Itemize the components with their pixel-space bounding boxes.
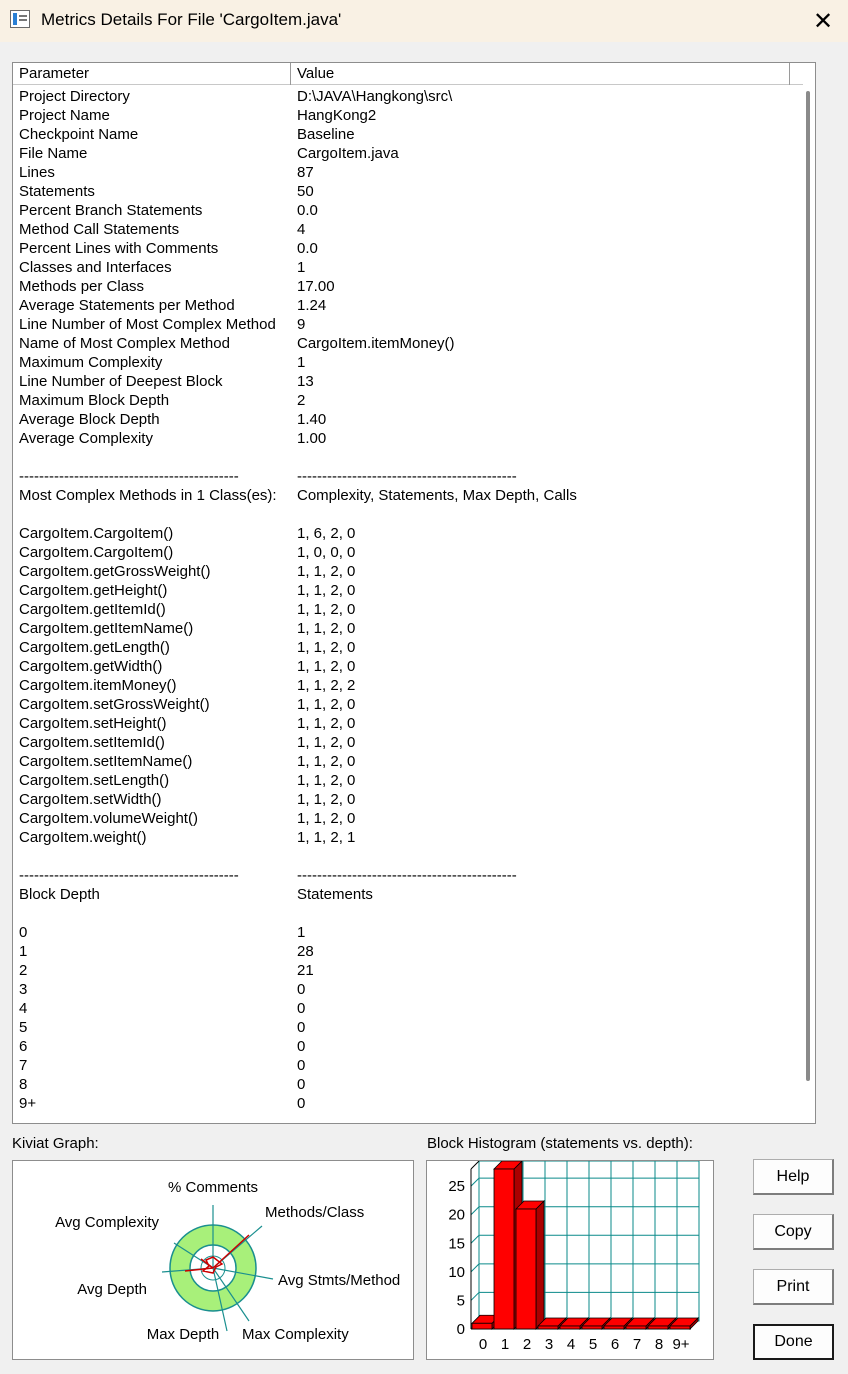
table-row[interactable] — [13, 562, 803, 581]
cell-value: CargoItem.itemMoney() — [297, 335, 455, 352]
table-row[interactable] — [13, 904, 803, 923]
kiviat-graph-label: Kiviat Graph: — [12, 1135, 99, 1152]
table-row[interactable] — [13, 296, 803, 315]
cell-parameter: 5 — [19, 1019, 28, 1036]
cell-value: 0 — [297, 1000, 306, 1017]
cell-parameter: -------------------------------------------- — [19, 867, 239, 884]
cell-value: 1, 1, 2, 0 — [297, 791, 356, 808]
cell-parameter: Average Complexity — [19, 430, 153, 447]
kiviat-axis-label-methods-class: Methods/Class — [265, 1204, 365, 1221]
cell-value: Baseline — [297, 126, 355, 143]
close-icon[interactable]: ✕ — [812, 7, 834, 35]
done-button[interactable]: Done — [753, 1324, 834, 1360]
table-row[interactable] — [13, 619, 803, 638]
histogram-y-tick-label: 5 — [456, 1292, 465, 1310]
cell-value: 1, 1, 2, 2 — [297, 677, 356, 694]
cell-parameter: Project Name — [19, 107, 110, 124]
histogram-y-tick-label: 0 — [456, 1321, 465, 1338]
histogram-x-tick-label: 3 — [544, 1336, 554, 1353]
cell-parameter: 1 — [19, 943, 28, 960]
cell-parameter: CargoItem.getLength() — [19, 639, 170, 656]
list-rows — [13, 87, 803, 1113]
cell-value: 1, 1, 2, 0 — [297, 810, 356, 827]
table-row[interactable] — [13, 695, 803, 714]
cell-value: 1, 1, 2, 0 — [297, 563, 356, 580]
cell-parameter: Most Complex Methods in 1 Class(es): — [19, 487, 277, 504]
cell-value: 0.0 — [297, 240, 318, 257]
kiviat-axis-label-avg-depth: Avg Depth — [77, 1281, 147, 1298]
cell-value: 1, 0, 0, 0 — [297, 544, 356, 561]
table-row[interactable] — [13, 125, 803, 144]
help-button[interactable]: Help — [753, 1159, 834, 1195]
table-row[interactable] — [13, 733, 803, 752]
cell-parameter: Percent Branch Statements — [19, 202, 203, 219]
table-row[interactable] — [13, 315, 803, 334]
metrics-list[interactable] — [12, 62, 816, 1124]
table-row[interactable] — [13, 961, 803, 980]
table-row[interactable] — [13, 220, 803, 239]
cell-parameter: Method Call Statements — [19, 221, 180, 238]
app-window-icon — [10, 10, 30, 28]
table-row[interactable] — [13, 1075, 803, 1094]
cell-parameter: CargoItem.getItemName() — [19, 620, 194, 637]
cell-parameter: CargoItem.weight() — [19, 829, 147, 846]
table-row[interactable] — [13, 467, 803, 486]
cell-value: 1.40 — [297, 411, 327, 428]
cell-value: 1, 1, 2, 0 — [297, 772, 356, 789]
table-row[interactable] — [13, 657, 803, 676]
histogram-y-tick-label: 25 — [448, 1178, 465, 1196]
table-row[interactable] — [13, 790, 803, 809]
histogram-bar — [648, 1326, 668, 1329]
cell-value: 1 — [297, 924, 306, 941]
title-bar — [0, 0, 848, 42]
cell-value: Complexity, Statements, Max Depth, Calls — [297, 487, 577, 504]
cell-parameter: CargoItem.getHeight() — [19, 582, 168, 599]
cell-parameter: 7 — [19, 1057, 28, 1074]
histogram-x-tick-label: 2 — [522, 1336, 532, 1353]
list-header — [13, 63, 803, 85]
histogram-bar — [670, 1326, 690, 1329]
table-row[interactable] — [13, 277, 803, 296]
table-row[interactable] — [13, 524, 803, 543]
print-button[interactable]: Print — [753, 1269, 834, 1305]
cell-value: 28 — [297, 943, 314, 960]
table-row[interactable] — [13, 486, 803, 505]
cell-value: 9 — [297, 316, 306, 333]
table-row[interactable] — [13, 182, 803, 201]
table-row[interactable] — [13, 239, 803, 258]
cell-value: 1 — [297, 259, 306, 276]
table-row[interactable] — [13, 1056, 803, 1075]
table-row[interactable] — [13, 676, 803, 695]
cell-parameter: CargoItem.setWidth() — [19, 791, 162, 808]
table-row[interactable] — [13, 638, 803, 657]
histogram-bar — [560, 1326, 580, 1329]
column-header-parameter[interactable]: Parameter — [13, 63, 291, 85]
histogram-x-tick-label: 5 — [588, 1336, 598, 1353]
cell-parameter: Methods per Class — [19, 278, 145, 295]
histogram-x-tick-label: 4 — [566, 1336, 576, 1353]
cell-value: CargoItem.java — [297, 145, 399, 162]
kiviat-graph — [12, 1160, 414, 1360]
cell-value: 1, 1, 2, 0 — [297, 734, 356, 751]
cell-value: 4 — [297, 221, 306, 238]
table-row[interactable] — [13, 885, 803, 904]
table-row[interactable] — [13, 828, 803, 847]
histogram-x-tick-label: 1 — [500, 1336, 510, 1353]
cell-value: 50 — [297, 183, 314, 200]
cell-parameter: CargoItem.itemMoney() — [19, 677, 177, 694]
histogram-x-tick-label: 7 — [632, 1336, 642, 1353]
block-histogram — [426, 1160, 714, 1360]
cell-value: 87 — [297, 164, 314, 181]
cell-parameter: Line Number of Most Complex Method — [19, 316, 276, 333]
cell-parameter: Block Depth — [19, 886, 100, 903]
cell-value: 0 — [297, 981, 306, 998]
table-row[interactable] — [13, 87, 803, 106]
table-row[interactable] — [13, 391, 803, 410]
cell-value: 1, 1, 2, 0 — [297, 601, 356, 618]
cell-parameter: CargoItem.setHeight() — [19, 715, 167, 732]
table-row[interactable] — [13, 923, 803, 942]
table-row[interactable] — [13, 543, 803, 562]
table-row[interactable] — [13, 809, 803, 828]
histogram-x-tick-label: 8 — [654, 1336, 664, 1353]
histogram-bar — [516, 1209, 536, 1329]
cell-parameter: 0 — [19, 924, 28, 941]
cell-parameter: 2 — [19, 962, 28, 979]
cell-parameter: Percent Lines with Comments — [19, 240, 219, 257]
cell-parameter: CargoItem.setItemName() — [19, 753, 193, 770]
table-row[interactable] — [13, 714, 803, 733]
table-row[interactable] — [13, 258, 803, 277]
table-row[interactable] — [13, 581, 803, 600]
kiviat-axis-label-avg-complexity: Avg Complexity — [55, 1214, 159, 1231]
histogram-y-tick-label: 20 — [448, 1206, 465, 1224]
table-row[interactable] — [13, 334, 803, 353]
kiviat-axis-label-max-complexity: Max Complexity — [242, 1326, 349, 1343]
cell-parameter: Maximum Complexity — [19, 354, 163, 371]
histogram-bar — [626, 1326, 646, 1329]
cell-parameter: CargoItem.setGrossWeight() — [19, 696, 210, 713]
cell-value: 0.0 — [297, 202, 318, 219]
table-row[interactable] — [13, 1094, 803, 1113]
table-row[interactable] — [13, 106, 803, 125]
cell-value: 1, 1, 2, 0 — [297, 696, 356, 713]
cell-parameter: 9+ — [19, 1095, 37, 1112]
cell-parameter: Classes and Interfaces — [19, 259, 172, 276]
cell-value: 13 — [297, 373, 314, 390]
table-row[interactable] — [13, 1018, 803, 1037]
table-row[interactable] — [13, 942, 803, 961]
cell-value: -------------------------------------------- — [297, 468, 517, 485]
cell-value: 0 — [297, 1019, 306, 1036]
cell-parameter: Statements — [19, 183, 95, 200]
cell-parameter: File Name — [19, 145, 88, 162]
cell-value: 1, 1, 2, 0 — [297, 620, 356, 637]
cell-parameter: CargoItem.setItemId() — [19, 734, 165, 751]
cell-parameter: Average Statements per Method — [19, 297, 235, 314]
table-row[interactable] — [13, 980, 803, 999]
cell-parameter: CargoItem.setLength() — [19, 772, 170, 789]
cell-value: 0 — [297, 1038, 306, 1055]
cell-value: Statements — [297, 886, 373, 903]
table-row[interactable] — [13, 410, 803, 429]
histogram-bar — [472, 1323, 492, 1329]
block-histogram-label: Block Histogram (statements vs. depth): — [427, 1135, 693, 1152]
histogram-bar — [494, 1169, 514, 1329]
cell-parameter: 4 — [19, 1000, 28, 1017]
cell-parameter: Checkpoint Name — [19, 126, 139, 143]
table-row[interactable] — [13, 1037, 803, 1056]
cell-parameter: Lines — [19, 164, 55, 181]
cell-parameter: Name of Most Complex Method — [19, 335, 230, 352]
cell-parameter: CargoItem.volumeWeight() — [19, 810, 198, 827]
cell-parameter: Project Directory — [19, 88, 130, 105]
cell-value: 1, 1, 2, 0 — [297, 753, 356, 770]
histogram-gridline-side — [471, 1235, 479, 1243]
column-header-value[interactable]: Value — [291, 63, 790, 85]
table-row[interactable] — [13, 201, 803, 220]
table-row[interactable] — [13, 429, 803, 448]
table-row[interactable] — [13, 353, 803, 372]
kiviat-axis-label-avg-stmts: Avg Stmts/Method — [278, 1272, 401, 1289]
histogram-gridline-side — [471, 1207, 479, 1215]
cell-value: 1, 1, 2, 0 — [297, 639, 356, 656]
cell-value: HangKong2 — [297, 107, 377, 124]
table-row[interactable] — [13, 771, 803, 790]
cell-value: 1.24 — [297, 297, 327, 314]
histogram-y-tick-label: 10 — [448, 1263, 465, 1281]
histogram-gridline-side — [471, 1264, 479, 1272]
kiviat-axis-label-max-depth: Max Depth — [146, 1326, 220, 1343]
histogram-x-tick-label: 6 — [610, 1336, 620, 1353]
kiviat-axis-label-comments: % Comments — [167, 1179, 259, 1196]
histogram-chart — [427, 1161, 713, 1359]
table-row[interactable] — [13, 847, 803, 866]
table-row[interactable] — [13, 600, 803, 619]
histogram-y-tick-label: 15 — [448, 1235, 465, 1253]
cell-parameter: 6 — [19, 1038, 28, 1055]
table-row[interactable] — [13, 999, 803, 1018]
cell-value: 0 — [297, 1076, 306, 1093]
cell-value: 2 — [297, 392, 306, 409]
table-row[interactable] — [13, 448, 803, 467]
histogram-bar — [604, 1326, 624, 1329]
histogram-y-axis-top — [471, 1161, 479, 1169]
cell-parameter: Maximum Block Depth — [19, 392, 170, 409]
cell-value: 1, 1, 2, 0 — [297, 582, 356, 599]
cell-parameter: Line Number of Deepest Block — [19, 373, 223, 390]
histogram-gridline-side — [471, 1178, 479, 1186]
vertical-scrollbar[interactable] — [803, 87, 813, 1121]
cell-parameter: CargoItem.getWidth() — [19, 658, 163, 675]
table-row[interactable] — [13, 144, 803, 163]
copy-button[interactable]: Copy — [753, 1214, 834, 1250]
cell-value: -------------------------------------------- — [297, 867, 517, 884]
cell-parameter: CargoItem.getGrossWeight() — [19, 563, 211, 580]
table-row[interactable] — [13, 505, 803, 524]
cell-value: 1, 6, 2, 0 — [297, 525, 356, 542]
cell-parameter: CargoItem.getItemId() — [19, 601, 166, 618]
cell-parameter: 3 — [19, 981, 28, 998]
cell-parameter: CargoItem.CargoItem() — [19, 525, 174, 542]
cell-value: 1, 1, 2, 0 — [297, 658, 356, 675]
histogram-x-tick-label: 0 — [478, 1336, 488, 1353]
histogram-gridline-side — [471, 1292, 479, 1300]
cell-value: 1, 1, 2, 0 — [297, 715, 356, 732]
cell-value: 1.00 — [297, 430, 327, 447]
cell-parameter: 8 — [19, 1076, 28, 1093]
cell-value: 0 — [297, 1095, 306, 1112]
cell-value: 0 — [297, 1057, 306, 1074]
cell-value: 1 — [297, 354, 306, 371]
histogram-bar — [582, 1326, 602, 1329]
histogram-x-tick-label: 9+ — [672, 1336, 690, 1353]
cell-parameter: -------------------------------------------- — [19, 468, 239, 485]
table-row[interactable] — [13, 163, 803, 182]
cell-value: 21 — [297, 962, 314, 979]
table-row[interactable] — [13, 372, 803, 391]
cell-value: D:\JAVA\Hangkong\src\ — [297, 88, 453, 105]
histogram-bar — [538, 1326, 558, 1329]
cell-value: 17.00 — [297, 278, 335, 295]
histogram-bar-side — [536, 1201, 544, 1329]
scroll-thumb[interactable] — [806, 91, 810, 1081]
kiviat-chart — [13, 1161, 413, 1359]
window-title: Metrics Details For File 'CargoItem.java' — [41, 10, 342, 29]
cell-value: 1, 1, 2, 1 — [297, 829, 356, 846]
cell-parameter: CargoItem.CargoItem() — [19, 544, 174, 561]
cell-parameter: Average Block Depth — [19, 411, 160, 428]
table-row[interactable] — [13, 752, 803, 771]
table-row[interactable] — [13, 866, 803, 885]
